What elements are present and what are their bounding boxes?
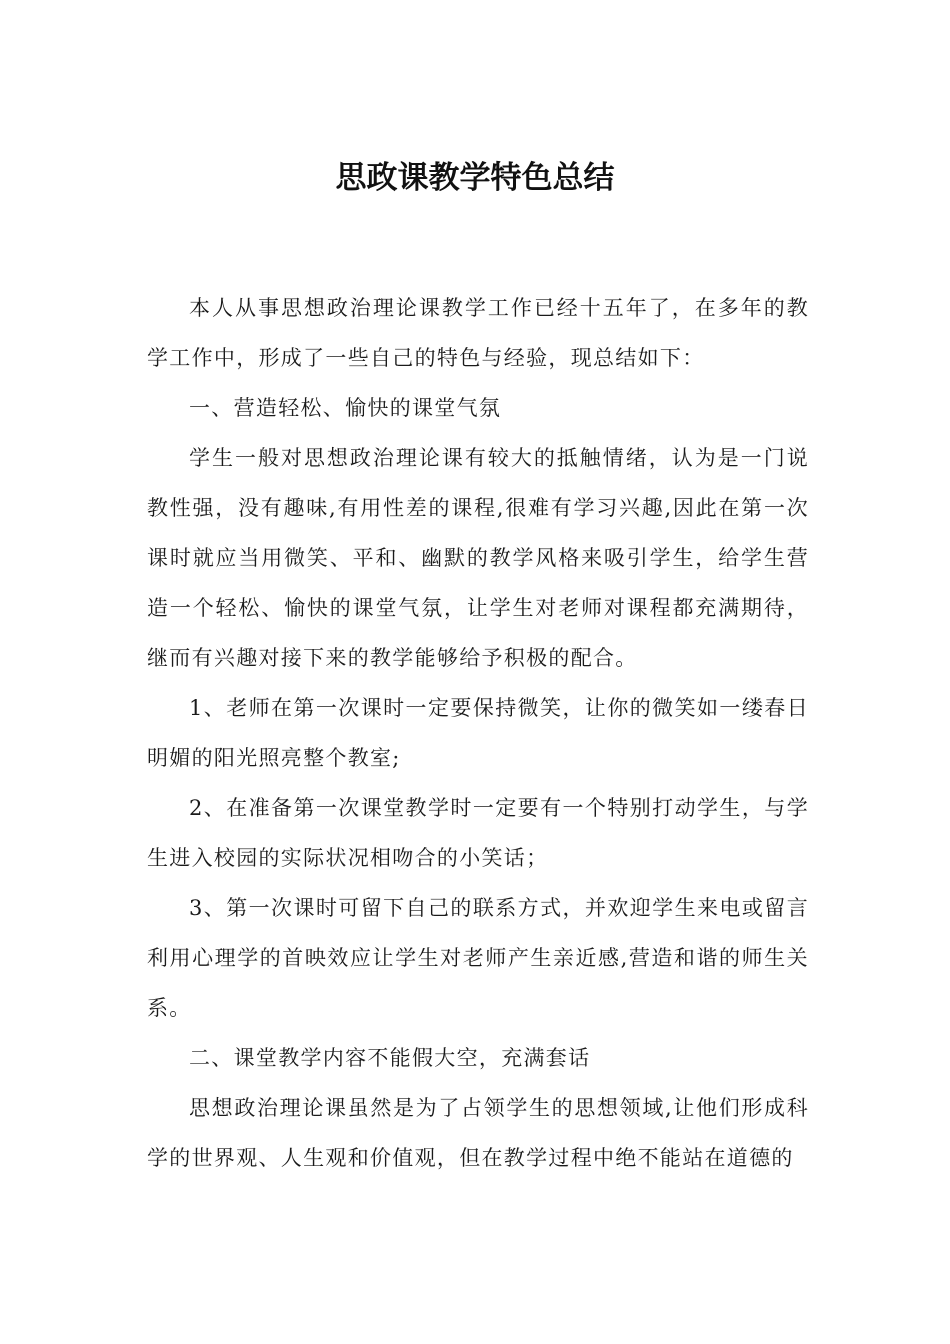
document-body <box>147 283 809 1183</box>
heading-section-1: 一、营造轻松、愉快的课堂气氛 <box>189 396 502 420</box>
list-item-2: 2、在准备第一次课堂教学时一定要有一个特别打动学生，与学生进入校园的实际状况相吻合的小笑话； <box>147 796 809 870</box>
paragraph-section-2: 思想政治理论课虽然是为了占领学生的思想领域,让他们形成科学的世界观、人生观和价值观，但在教学过程中绝不能站在道德的 <box>147 1096 809 1170</box>
paragraph-intro: 本人从事思想政治理论课教学工作已经十五年了，在多年的教学工作中，形成了一些自己的特色与经验，现总结如下： <box>147 296 809 370</box>
heading-section-2: 二、课堂教学内容不能假大空，充满套话 <box>189 1046 591 1070</box>
list-item-3: 3、第一次课时可留下自己的联系方式，并欢迎学生来电或留言利用心理学的首映效应让学生对老师产生亲近感,营造和谐的师生关系。 <box>147 896 809 1020</box>
list-item-1: 1、老师在第一次课时一定要保持微笑，让你的微笑如一缕春日明媚的阳光照亮整个教室; <box>147 696 809 770</box>
document-title: 思政课教学特色总结 <box>335 160 615 196</box>
paragraph-section-1: 学生一般对思想政治理论课有较大的抵触情绪，认为是一门说教性强，没有趣味,有用性差的课程,很难有学习兴趣,因此在第一次课时就应当用微笑、平和、幽默的教学风格来吸引学生，给学生营造一个轻松、愉快的课堂气氛，让学生对老师对课程都充满期待，继而有兴趣对接下来的教学能够给予积极的配合。 <box>147 446 809 670</box>
